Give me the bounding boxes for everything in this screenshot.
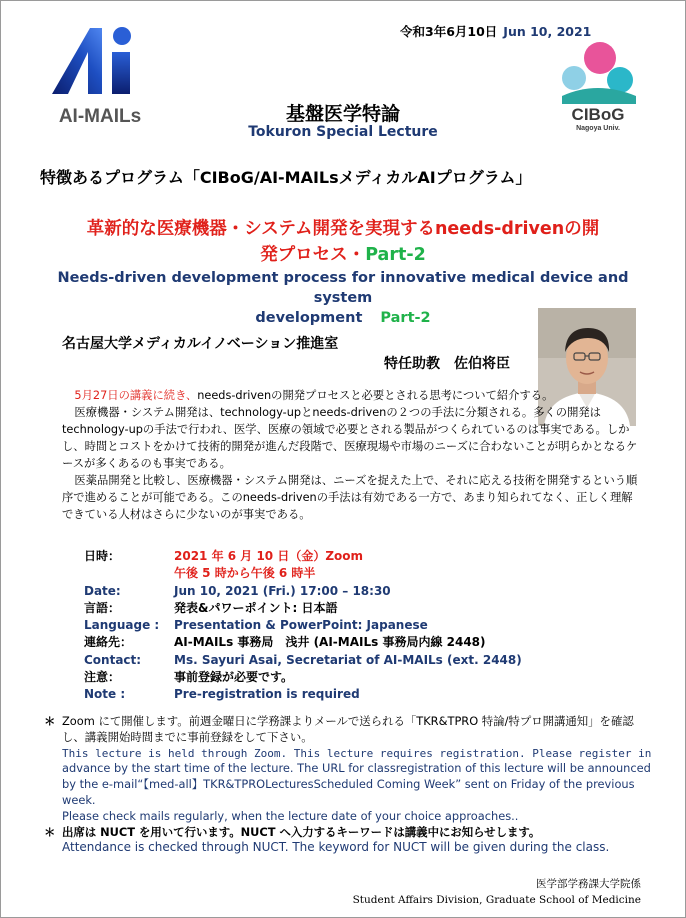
footer (353, 876, 641, 908)
note-asterisk: ＊ (44, 714, 56, 728)
lecture-title-jp-line1: 革新的な医療機器・システム開発を実現するneeds-drivenの開 (86, 219, 600, 239)
detail-value: 発表&パワーポイント: 日本語 (174, 600, 338, 615)
speaker-affiliation: 名古屋大学メディカルイノベーション推進室 (62, 336, 339, 352)
footer-jp: 医学部学務課大学院係 (536, 878, 641, 890)
note-zoom-jp: Zoom にて開催します。前週金曜日に学務課よりメールで送られる「TKR&TPRO 特論/特プロ開講通知」を確認し、講義開始時間までに事前登録をして下さい。 (62, 714, 634, 744)
detail-row-date-jp (84, 548, 522, 565)
program-title: 特徴あるプログラム「CIBoG/AI-MAILsメディカルAIプログラム」 (40, 168, 532, 187)
detail-value: Ms. Sayuri Asai, Secretariat of AI-MAILs (ext. 2448) (174, 652, 522, 667)
course-title-en: Tokuron Special Lecture (248, 124, 438, 140)
note-zoom-en-b: advance by the start time of the lecture. The URL for classregistration of this lecture will be announced by the e-mail“【med-all】TKR&TPROLecturesScheduled Coming Week” sent on Friday of the previous week. (62, 761, 651, 807)
note-attendance-en: Attendance is checked through NUCT. The keyword for NUCT will be given during the class. (62, 840, 610, 855)
note-zoom-en-a: This lecture is held through Zoom. This lecture requires registration. Please register in (62, 746, 652, 760)
detail-row-language-en (84, 617, 522, 634)
detail-value: AI-MAILs 事務局 浅井 (AI-MAILs 事務局内線 2448) (174, 635, 486, 650)
ai-mails-logo-text: AI-MAILs (58, 106, 142, 127)
detail-label: 日時： (84, 549, 121, 563)
cibog-logo-subtext: Nagoya Univ. (576, 125, 620, 132)
detail-value: Presentation & PowerPoint: Japanese (174, 618, 428, 633)
lecture-title-jp-part: Part-2 (365, 245, 426, 265)
note-zoom (44, 714, 654, 825)
notes (44, 714, 654, 856)
lecture-title-en-line2: development (255, 310, 363, 326)
note-zoom-en-c: Please check mails regularly, when the lecture date of your choice approaches.. (62, 808, 519, 823)
detail-label: Language : (84, 618, 160, 633)
note-asterisk: ＊ (44, 824, 56, 839)
detail-row-date-en (84, 583, 522, 600)
detail-label: Contact: (84, 652, 142, 667)
cibog-logo-text: CIBoG (571, 105, 625, 124)
speaker-name: 特任助教 佐伯将臣 (384, 356, 510, 372)
detail-row-language-jp (84, 600, 522, 617)
lecture-description (62, 387, 642, 523)
note-attendance-jp: 出席は NUCT を用いて行います。NUCT へ入力するキーワードは講義中にお知らせします。 (62, 824, 541, 839)
lecture-title-jp-line2: 発プロセス・ (260, 245, 366, 265)
detail-label: 言語： (84, 600, 121, 615)
date-jp: 令和3年6月10日 (400, 24, 498, 39)
date-line (400, 22, 591, 40)
detail-value: 午後 5 時から午後 6 時半 (174, 566, 316, 581)
note-attendance (44, 825, 654, 857)
detail-value: Jun 10, 2021 (Fri.) 17:00 – 18:30 (174, 583, 391, 598)
footer-en: Student Affairs Division, Graduate School of Medicine (352, 894, 641, 906)
lecture-title-jp (30, 216, 656, 268)
detail-label: 注意： (84, 670, 121, 685)
detail-row-contact-en (84, 652, 522, 669)
description-lead: 5月27日の講義に続き、 (74, 389, 198, 402)
detail-row-time-jp (84, 565, 522, 582)
lecture-details (84, 548, 522, 704)
detail-row-note-jp (84, 669, 522, 686)
detail-row-note-en (84, 686, 522, 703)
lecture-title-en-part: Part-2 (380, 310, 431, 326)
description-paragraph-2: 医療機器・システム開発は、technology-upとneeds-drivenの２つの手法に分類される。多くの開発はtechnology-upの手法で行われ、医学、医療の領域で必要とされる製品がつくられているのは事実である。しかし、時間とコストをかけて技術的開発が進んだ段階で、医療現場や市場のニーズに合わないことが明らかとなるケースが多くあるのも事実である。 (62, 406, 638, 470)
detail-label: Note : (84, 687, 126, 702)
detail-label: 連絡先： (84, 635, 133, 650)
description-paragraph-1 (62, 387, 642, 404)
detail-value: 事前登録が必要です。 (174, 670, 294, 685)
course-title-jp: 基盤医学特論 (285, 103, 400, 125)
detail-value: Pre-registration is required (174, 687, 360, 702)
description-paragraph-3: 医薬品開発と比較し、医療機器・システム開発は、ニーズを捉えた上で、それに応える技術を開発するという順序で進めることが可能である。このneeds-drivenの手法は有効である一方で、あまり知られてなく、正しく理解できている人材はさらに少ないのが事実である。 (62, 474, 638, 521)
detail-value: 2021 年 6 月 10 日（金）Zoom (174, 549, 364, 563)
detail-row-contact-jp (84, 634, 522, 651)
lecture-title-en-line1: Needs-driven development process for innovative medical device and system (57, 270, 629, 306)
detail-label: Date: (84, 583, 121, 598)
description-text-1: needs-drivenの開発プロセスと必要とされる思考について紹介する。 (197, 389, 554, 402)
date-en: Jun 10, 2021 (503, 24, 592, 39)
